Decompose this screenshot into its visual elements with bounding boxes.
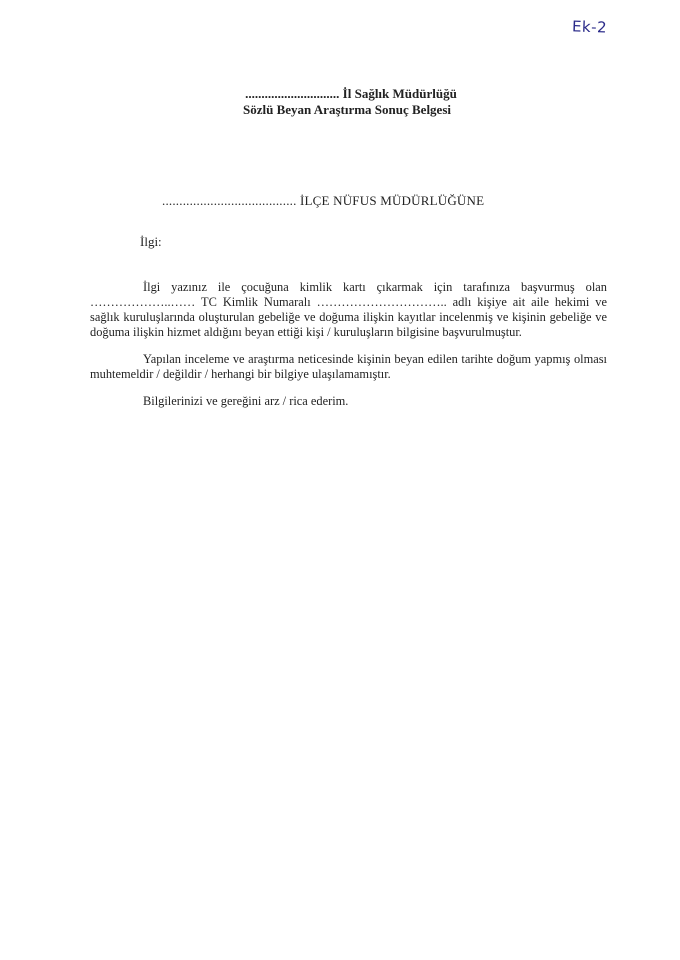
body-paragraph-3: Bilgilerinizi ve gereğini arz / rica ederim. (143, 394, 349, 408)
document-heading (0, 86, 680, 118)
reference-label: İlgi: (140, 234, 162, 249)
annex-handwritten-note: Ek-2 (571, 17, 608, 37)
body-paragraph-2: Yapılan inceleme ve araştırma neticesinde kişinin beyan edilen tarihte doğum yapmış olması muhtemeldir / değildir / herhangi bir bilgiye ulaşılamamıştır. (90, 352, 607, 381)
document-title: Sözlü Beyan Araştırma Sonuç Belgesi (242, 102, 451, 117)
addressee-line: ....................................... İLÇE NÜFUS MÜDÜRLÜĞÜNE (162, 193, 485, 208)
letter-body (90, 280, 607, 421)
issuing-office-line: ............................. İl Sağlık Müdürlüğü (245, 86, 457, 101)
body-paragraph-1: İlgi yazınız ile çocuğuna kimlik kartı çıkarmak için tarafınıza başvurmuş olan ………………..…… TC Kimlik Numaralı ………………………….. adlı kişiye ait aile hekimi ve sağlık kuruluşlarında oluşturulan gebeliğe ve doğuma ilişkin kayıtlar incelenmiş ve kişinin gebeliğe ve doğuma ilişkin hizmet aldığını beyan ettiği kişi / kuruluşların bilgisine başvurulmuştur. (90, 280, 607, 339)
